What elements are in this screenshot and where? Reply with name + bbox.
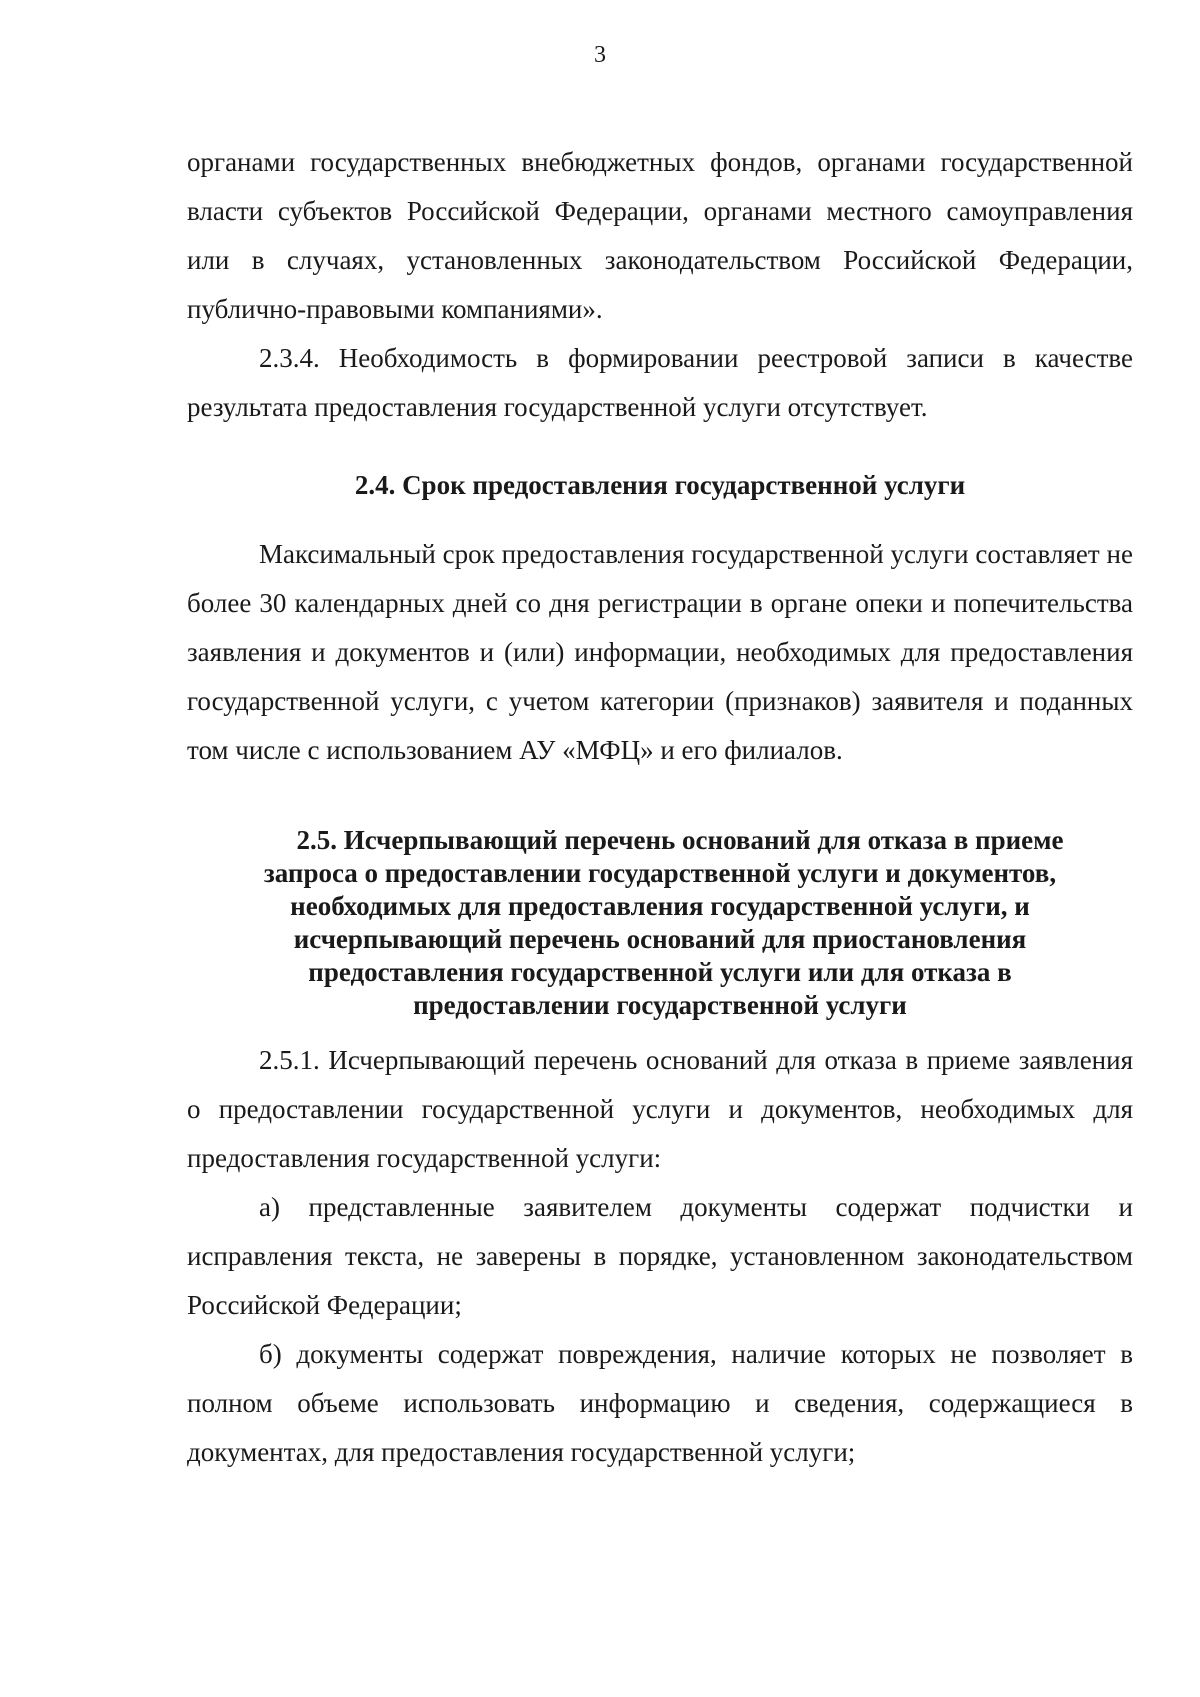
section-2-4-heading: 2.4. Срок предоставления государственной услуги: [354, 470, 966, 500]
section-2-5-heading-line: 2.5. Исчерпывающий перечень оснований для отказа в приеме: [296, 825, 1064, 855]
paragraph-2-5-1: 2.5.1. Исчерпывающий перечень оснований для отказа в приеме заявления о предоставлении государственной услуги и документов, необходимых для предоставления государственной услуги:: [187, 1045, 1133, 1173]
paragraph-2-4: Максимальный срок предоставления государственной услуги составляет не более 30 календарных дней со дня регистрации в органе опеки и попечительства заявления и документов и (или) информации, необходимых для предоставления государственной услуги, с учетом категории (признаков) заявителя и поданных том числе с использованием АУ «МФЦ» и его филиалов.: [187, 539, 1133, 765]
section-2-5-heading-line: запроса о предоставлении государственной услуги и документов,: [263, 858, 1057, 888]
document-body: [187, 138, 1133, 1477]
section-2-5-heading-line: исчерпывающий перечень оснований для приостановления: [293, 924, 1027, 954]
section-2-5-heading-line: необходимых для предоставления государственной услуги, и: [290, 891, 1030, 921]
page-number: 3: [594, 42, 606, 68]
paragraph-2-3-4: 2.3.4. Необходимость в формировании реестровой записи в качестве результата предоставления государственной услуги отсутствует.: [187, 343, 1133, 422]
paragraph-item-b: б) документы содержат повреждения, наличие которых не позволяет в полном объеме использовать информацию и сведения, содержащиеся в документах, для предоставления государственной услуги;: [187, 1339, 1133, 1467]
paragraph-item-a: а) представленные заявителем документы содержат подчистки и исправления текста, не заверены в порядке, установленном законодательством Российской Федерации;: [187, 1192, 1133, 1320]
paragraph-continuation: органами государственных внебюджетных фондов, органами государственной власти субъектов Российской Федерации, органами местного самоуправления или в случаях, установленных законодательством Российской Федерации, публично-правовыми компаниями».: [187, 147, 1133, 324]
section-2-5-heading-line: предоставления государственной услуги или для отказа в: [308, 957, 1012, 987]
section-2-5-heading: [187, 824, 1133, 1022]
section-2-5-heading-line: предоставлении государственной услуги: [413, 990, 907, 1020]
